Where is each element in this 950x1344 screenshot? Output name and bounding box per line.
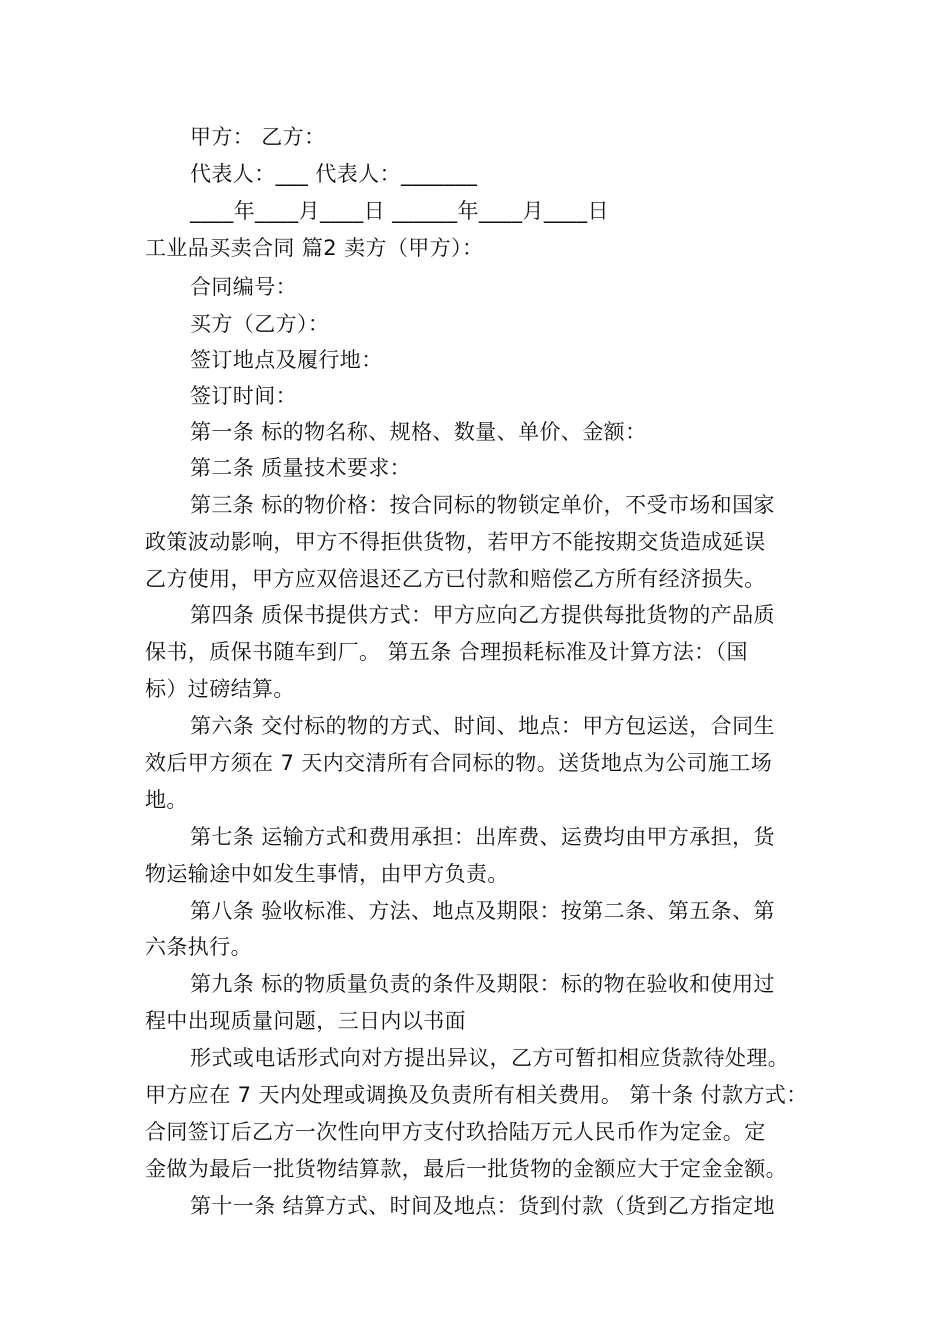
text-line: ____年____月____日 ______年____月____日 (190, 199, 609, 223)
text-line: 政策波动影响，甲方不得拒供货物，若甲方不能按期交货造成延误 (145, 530, 766, 554)
text-line: 甲方应在 7 天内处理或调换及负责所有相关费用。 第十条 付款方式： (145, 1083, 808, 1107)
text-line: 乙方使用，甲方应双倍退还乙方已付款和赔偿乙方所有经济损失。 (145, 567, 766, 591)
text-line: 金做为最后一批货物结算款，最后一批货物的金额应大于定金金额。 (145, 1157, 787, 1181)
text-line: 物运输途中如发生事情，由甲方负责。 (145, 862, 509, 886)
text-line: 合同签订后乙方一次性向甲方支付玖拾陆万元人民币作为定金。定 (145, 1120, 766, 1144)
text-line: 第三条 标的物价格：按合同标的物锁定单价，不受市场和国家 (190, 493, 775, 517)
text-line: 程中出现质量问题，三日内以书面 (145, 1009, 466, 1033)
text-line: 第二条 质量技术要求： (190, 456, 412, 480)
text-line: 地。 (145, 788, 188, 812)
text-line: 标）过磅结算。 (145, 677, 295, 701)
text-line: 第八条 验收标准、方法、地点及期限：按第二条、第五条、第 (190, 899, 775, 923)
text-line: 第四条 质保书提供方式：甲方应向乙方提供每批货物的产品质 (190, 603, 775, 627)
text-line: 六条执行。 (145, 935, 252, 959)
text-line: 代表人：___ 代表人：_______ (190, 162, 478, 186)
text-line: 合同编号： (190, 275, 297, 299)
text-line: 第十一条 结算方式、时间及地点：货到付款（货到乙方指定地 (190, 1194, 775, 1218)
text-line: 效后甲方须在 7 天内交清所有合同标的物。送货地点为公司施工场 (145, 751, 773, 775)
text-line: 形式或电话形式向对方提出异议，乙方可暂扣相应货款待处理。 (190, 1046, 790, 1070)
text-line: 第六条 交付标的物的方式、时间、地点：甲方包运送，合同生 (190, 714, 775, 738)
text-line: 保书，质保书随车到厂。 第五条 合理损耗标准及计算方法：（国 (145, 640, 748, 664)
text-line: 签订时间： (190, 384, 297, 408)
text-line: 第一条 标的物名称、规格、数量、单价、金额： (190, 420, 647, 444)
text-line: 签订地点及履行地： (190, 348, 383, 372)
text-line: 第九条 标的物质量负责的条件及期限：标的物在验收和使用过 (190, 972, 775, 996)
text-line: 甲方： 乙方： (190, 125, 326, 149)
text-line: 工业品买卖合同 篇2 卖方（甲方）： (145, 236, 484, 260)
text-line: 买方（乙方）： (190, 312, 330, 336)
text-line: 第七条 运输方式和费用承担：出库费、运费均由甲方承担，货 (190, 825, 775, 849)
